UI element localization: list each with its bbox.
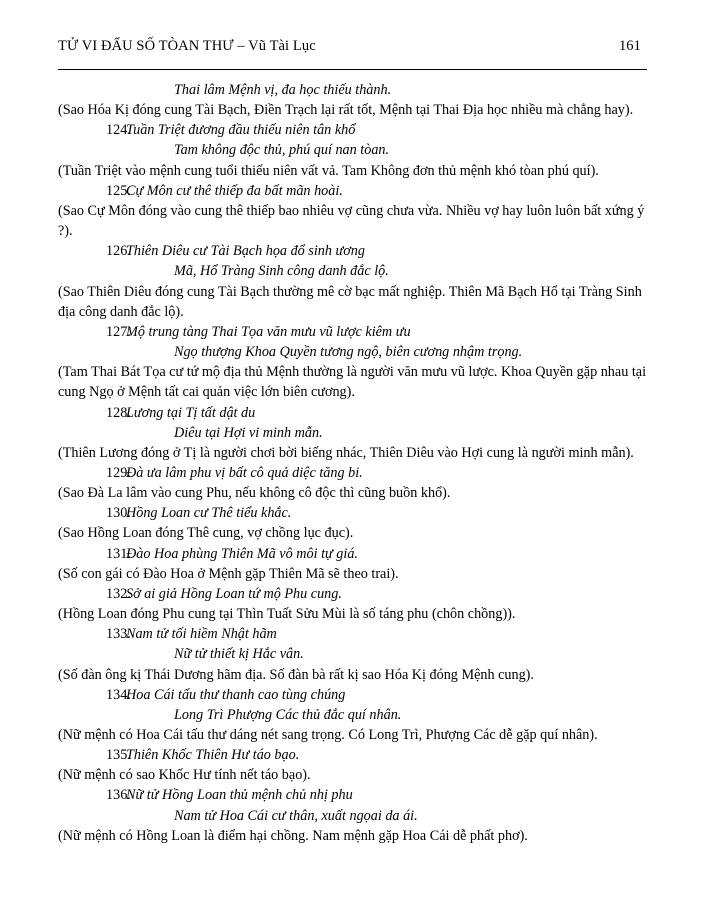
verse-number: 130. — [106, 505, 131, 522]
numbered-verse — [58, 322, 647, 342]
commentary-paragraph: (Tuần Triệt vào mệnh cung tuổi thiếu niên vất vả. Tam Không đơn thủ mệnh khó tòan phú quí). — [58, 162, 599, 179]
verse-number: 125. — [106, 182, 131, 199]
numbered-verse — [58, 403, 647, 423]
verse-line-1: Nam tử tối hiềm Nhật hãm — [126, 626, 277, 643]
verse-line-2: Diêu tại Hợi vi minh mẫn. — [174, 424, 323, 441]
numbered-verse — [58, 463, 647, 483]
verse-number: 128. — [106, 404, 131, 421]
verse-line-2: Nữ tử thiết kị Hắc vân. — [174, 646, 304, 663]
page-header — [58, 38, 647, 55]
header-title: TỬ VI ĐẨU SỐ TÒAN THƯ – Vũ Tài Lục — [58, 38, 316, 54]
verse-line-2: Long Trì Phượng Các thủ đắc quí nhân. — [174, 706, 402, 723]
verse-number: 135. — [106, 747, 131, 764]
verse-line-2: Nam tử Hoa Cái cư thân, xuất ngọai da ái. — [174, 807, 418, 824]
header-divider — [58, 69, 647, 70]
verse-line-2: Ngọ thượng Khoa Quyền tương ngộ, biên cương nhậm trọng. — [174, 344, 523, 361]
page-number: 161 — [618, 38, 641, 54]
verse-line-1: Thiên Khốc Thiên Hư táo bạo. — [126, 747, 300, 764]
verse-line-1: Hoa Cái tấu thư thanh cao tùng chúng — [126, 686, 346, 703]
numbered-verse — [58, 745, 647, 765]
verse-line-2: Tam không độc thủ, phú quí nan tòan. — [174, 142, 390, 159]
verse-number: 127. — [106, 323, 131, 340]
verse-line-1: Tuần Triệt đương đầu thiếu niên tân khổ — [126, 122, 356, 139]
verse-line-1: Đào Hoa phùng Thiên Mã vô môi tự giá. — [126, 545, 358, 562]
commentary-paragraph: (Nữ mệnh có Hoa Cái tấu thư dáng nét sang trọng. Có Long Trì, Phượng Các dễ gặp quí nhân). — [58, 727, 598, 743]
commentary-paragraph: (Nữ mệnh có sao Khốc Hư tính nết táo bạo). — [58, 767, 311, 784]
verse-line-1: Lương tại Tị tất dật du — [126, 404, 256, 421]
commentary-paragraph: (Nữ mệnh có Hồng Loan là điểm hại chồng. Nam mệnh gặp Hoa Cái dễ phất phơ). — [58, 827, 528, 844]
verse-line-1: Cự Môn cư thê thiếp đa bất mãn hoài. — [126, 182, 343, 199]
verse-number: 134. — [106, 686, 131, 703]
opening-verse: Thai lâm Mệnh vị, đa học thiếu thành. — [174, 82, 392, 98]
verse-line-1: Nữ tử Hồng Loan thủ mệnh chủ nhị phu — [126, 787, 353, 804]
content-blocks — [58, 100, 647, 846]
verse-number: 136. — [106, 787, 131, 804]
commentary-paragraph: (Số con gái có Đào Hoa ở Mệnh gặp Thiên Mã sẽ theo trai). — [58, 565, 399, 582]
numbered-verse — [58, 181, 647, 201]
numbered-verse — [58, 120, 647, 140]
commentary-paragraph: (Sao Hồng Loan đóng Thê cung, vợ chồng lục đục). — [58, 525, 354, 542]
verse-number: 132. — [106, 585, 131, 602]
numbered-verse — [58, 624, 647, 644]
commentary-paragraph: (Sao Thiên Diêu đóng cung Tài Bạch thường mê cờ bạc mất nghiệp. Thiên Mã Bạch Hổ tại Tràng Sinh địa công danh đắc lộ). — [58, 283, 642, 320]
verse-number: 124. — [106, 122, 131, 139]
commentary-paragraph: (Số đàn ông kị Thái Dương hãm địa. Số đàn bà rất kị sao Hóa Kị đóng Mệnh cung). — [58, 666, 534, 683]
verse-line-1: Hồng Loan cư Thê tiểu khắc. — [126, 505, 292, 522]
verse-line-1: Đà ưa lâm phu vị bất cô quả diệc tăng bi. — [126, 464, 363, 481]
numbered-verse — [58, 785, 647, 805]
verse-line-1: Mộ trung tàng Thai Tọa văn mưu vũ lược kiêm ưu — [126, 323, 411, 340]
verse-number: 126. — [106, 243, 131, 260]
commentary-paragraph: (Hồng Loan đóng Phu cung tại Thìn Tuất Sửu Mùi là số táng phu (chôn chồng)). — [58, 606, 516, 623]
verse-number: 133. — [106, 626, 131, 643]
commentary-paragraph: (Sao Đà La lâm vào cung Phu, nếu không cô độc thì cũng buồn khổ). — [58, 485, 451, 502]
verse-line-1: Thiên Diêu cư Tài Bạch họa đổ sinh ương — [126, 243, 365, 260]
numbered-verse — [58, 584, 647, 604]
commentary-paragraph: (Thiên Lương đóng ở Tị là người chơi bời biếng nhác, Thiên Diêu vào Hợi cung là người minh mẫn). — [58, 444, 634, 461]
verse-number: 131. — [106, 545, 131, 562]
numbered-verse — [58, 544, 647, 564]
verse-line-2: Mã, Hổ Tràng Sinh công danh đắc lộ. — [174, 263, 389, 280]
commentary-paragraph: (Tam Thai Bát Tọa cư tứ mộ địa thủ Mệnh thường là người văn mưu vũ lược. Khoa Quyền gặp nhau tại cung Ngọ ở Mệnh tất cai quản việc lớn biên cương). — [58, 364, 647, 401]
commentary-paragraph: (Sao Hóa Kị đóng cung Tài Bạch, Điền Trạch lại rất tốt, Mệnh tại Thai Địa học nhiều mà chẳng hay). — [58, 102, 634, 119]
verse-number: 129. — [106, 464, 131, 481]
page-body — [58, 80, 647, 846]
numbered-verse — [58, 241, 647, 261]
numbered-verse — [58, 685, 647, 705]
commentary-paragraph: (Sao Cự Môn đóng vào cung thê thiếp bao nhiêu vợ cũng chưa vừa. Nhiều vợ hay luôn luôn bất xứng ý ?). — [58, 202, 645, 240]
verse-line-1: Sở ai giả Hồng Loan tứ mộ Phu cung. — [126, 585, 342, 602]
numbered-verse — [58, 503, 647, 523]
